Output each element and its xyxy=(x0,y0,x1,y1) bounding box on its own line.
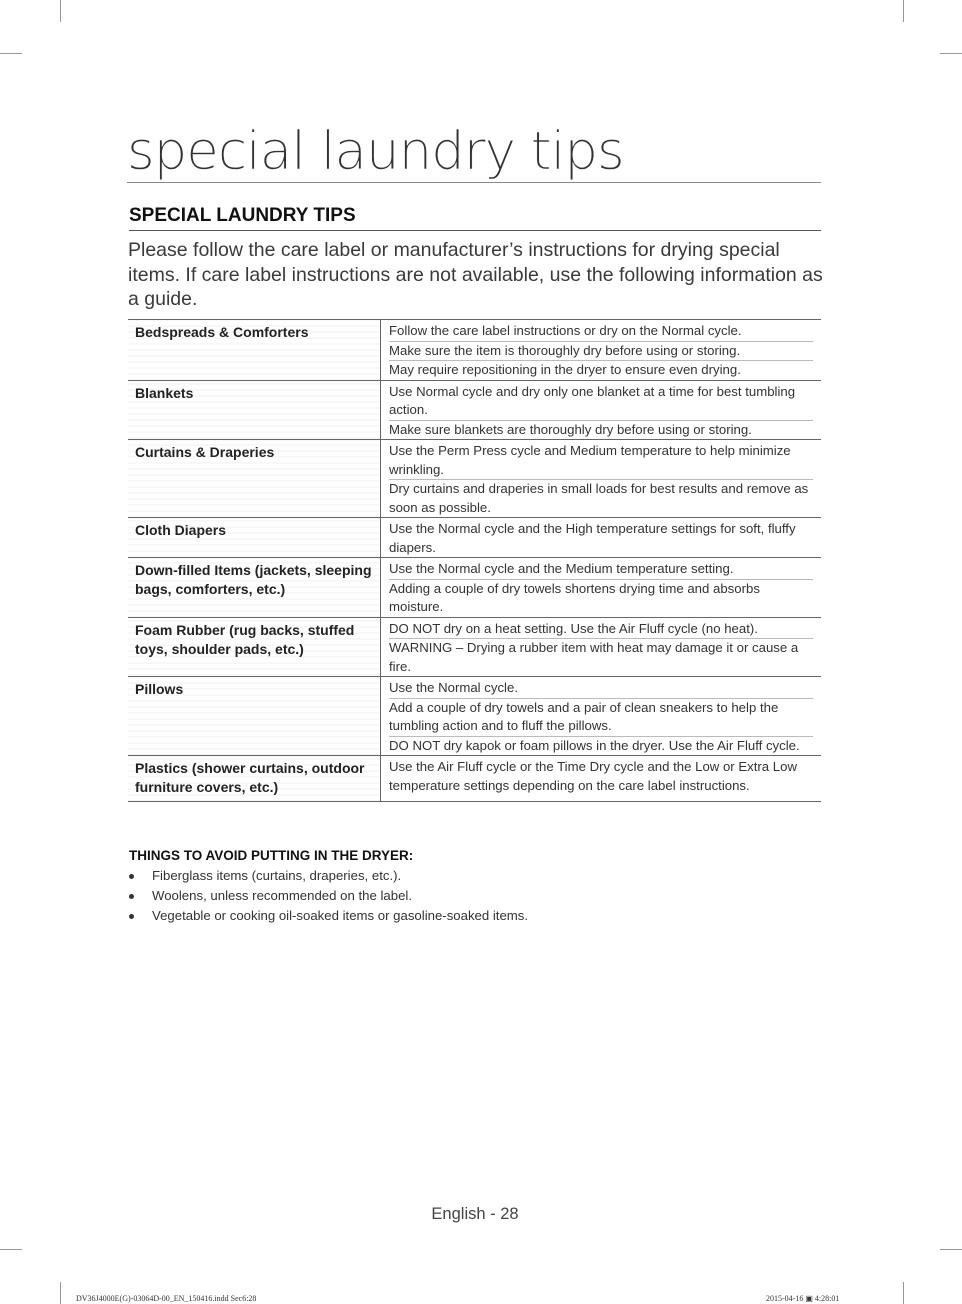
crop-mark xyxy=(903,1282,904,1304)
instruction-line: Use the Normal cycle and the Medium temperature setting. xyxy=(389,560,813,580)
instruction-line: May require repositioning in the dryer to ensure even drying. xyxy=(389,362,741,377)
item-name: Cloth Diapers xyxy=(128,518,381,558)
instruction-line: Use the Normal cycle. xyxy=(389,679,813,699)
item-instructions xyxy=(381,617,822,677)
crop-mark xyxy=(0,1249,22,1250)
bullet-icon xyxy=(129,894,134,899)
table-row xyxy=(128,558,821,618)
instruction-line: Make sure the item is thoroughly dry before using or storing. xyxy=(389,342,813,362)
table-row xyxy=(128,320,821,381)
item-name: Foam Rubber (rug backs, stuffed toys, shoulder pads, etc.) xyxy=(128,617,381,677)
intro-paragraph: Please follow the care label or manufacturer’s instructions for drying special items. If care label instructions are not available, use the following information as a guide. xyxy=(128,239,823,310)
item-instructions xyxy=(381,558,822,618)
instruction-line: DO NOT dry on a heat setting. Use the Air Fluff cycle (no heat). xyxy=(389,620,813,640)
instruction-line: Add a couple of dry towels and a pair of clean sneakers to help the tumbling action and to fluff the pillows. xyxy=(389,699,813,737)
table-row xyxy=(128,440,821,518)
print-slug-left: DV36J4000E(G)-03064D-00_EN_150416.indd Sec6:28 xyxy=(76,1294,257,1303)
table-row xyxy=(128,677,821,756)
instruction-line: Follow the care label instructions or dry on the Normal cycle. xyxy=(389,322,813,342)
item-instructions xyxy=(381,756,822,802)
item-name: Pillows xyxy=(128,677,381,756)
crop-mark xyxy=(60,0,61,22)
item-instructions xyxy=(381,380,822,440)
page-title: special laundry tips xyxy=(127,124,821,183)
list-item xyxy=(129,866,819,886)
bullet-icon xyxy=(129,874,134,879)
instruction-line: Dry curtains and draperies in small loads for best results and remove as soon as possible. xyxy=(389,481,809,515)
list-item-text: Woolens, unless recommended on the label. xyxy=(152,888,412,903)
item-name: Bedspreads & Comforters xyxy=(128,320,381,381)
item-name: Down-filled Items (jackets, sleeping bags, comforters, etc.) xyxy=(128,558,381,618)
list-item xyxy=(129,886,819,906)
item-name: Blankets xyxy=(128,380,381,440)
print-slug-right: 2015-04-16 ▣ 4:28:01 xyxy=(766,1294,840,1303)
page-number: English - 28 xyxy=(431,1205,519,1223)
table-row xyxy=(128,518,821,558)
instruction-line: DO NOT dry kapok or foam pillows in the dryer. Use the Air Fluff cycle. xyxy=(389,737,800,753)
instruction-line: Make sure blankets are thoroughly dry before using or storing. xyxy=(389,421,752,437)
list-item xyxy=(129,906,819,926)
table-row xyxy=(128,617,821,677)
crop-mark xyxy=(0,53,22,54)
list-item-text: Vegetable or cooking oil-soaked items or gasoline-soaked items. xyxy=(152,908,529,923)
crop-mark xyxy=(940,53,962,54)
table-row xyxy=(128,380,821,440)
item-name: Curtains & Draperies xyxy=(128,440,381,518)
instruction-line: Adding a couple of dry towels shortens drying time and absorbs moisture. xyxy=(389,580,760,614)
crop-mark xyxy=(903,0,904,22)
crop-mark xyxy=(940,1249,962,1250)
item-instructions xyxy=(381,440,822,518)
item-name: Plastics (shower curtains, outdoor furniture covers, etc.) xyxy=(128,756,381,802)
instruction-line: Use Normal cycle and dry only one blanket at a time for best tumbling action. xyxy=(389,383,813,421)
tips-table xyxy=(128,319,821,802)
crop-mark xyxy=(60,1282,61,1304)
item-instructions xyxy=(381,320,822,381)
item-instructions xyxy=(381,518,822,558)
instruction-line: Use the Air Fluff cycle or the Time Dry cycle and the Low or Extra Low temperature settings depending on the care label instructions. xyxy=(389,759,797,793)
avoid-heading: THINGS TO AVOID PUTTING IN THE DRYER: xyxy=(129,848,414,863)
avoid-list xyxy=(129,866,819,926)
section-heading: SPECIAL LAUNDRY TIPS xyxy=(129,204,821,231)
instruction-line: Use the Normal cycle and the High temperature settings for soft, fluffy diapers. xyxy=(389,521,796,555)
instruction-line: Use the Perm Press cycle and Medium temperature to help minimize wrinkling. xyxy=(389,442,813,480)
table-row xyxy=(128,756,821,802)
bullet-icon xyxy=(129,914,134,919)
item-instructions xyxy=(381,677,822,756)
list-item-text: Fiberglass items (curtains, draperies, etc.). xyxy=(152,868,402,883)
tips-table-body xyxy=(128,320,821,802)
instruction-line: WARNING – Drying a rubber item with heat may damage it or cause a fire. xyxy=(389,640,799,674)
